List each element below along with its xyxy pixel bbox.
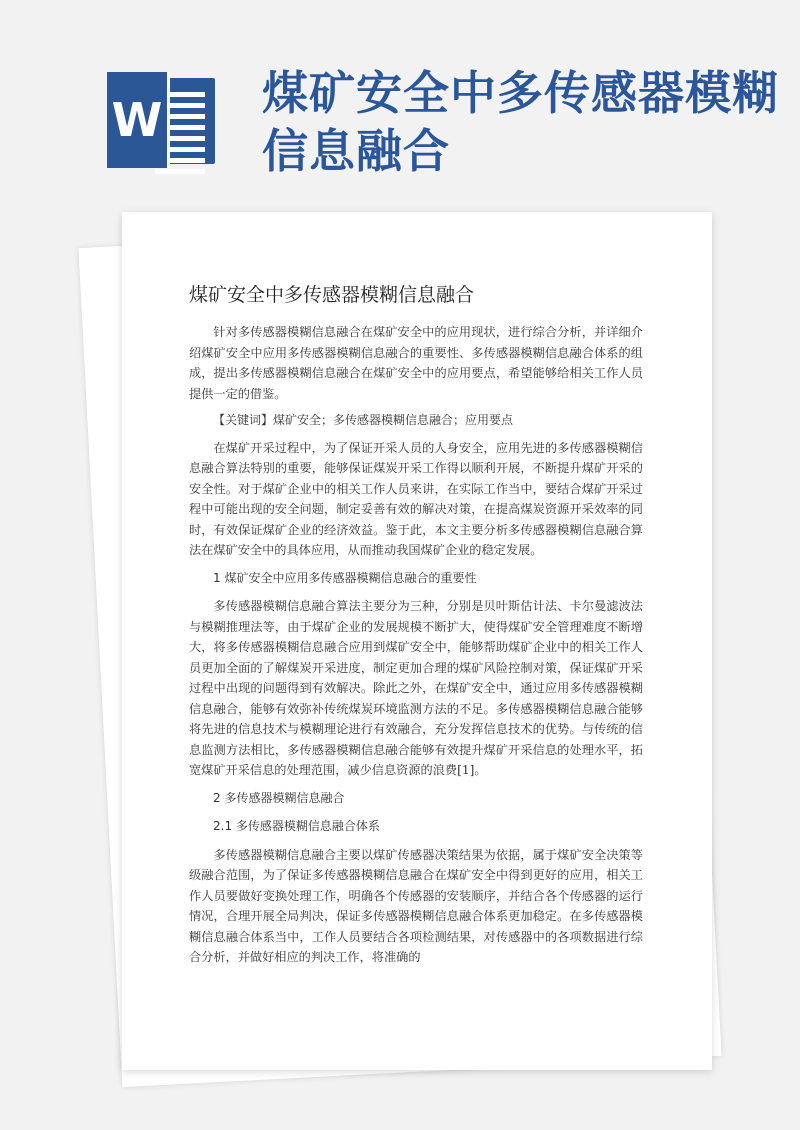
banner-title: 煤矿安全中多传感器模糊信息融合 bbox=[262, 66, 779, 178]
word-document-icon bbox=[107, 72, 219, 168]
intro-paragraph: 在煤矿开采过程中，为了保证开采人员的人身安全，应用先进的多传感器模糊信息融合算法特别的重要，能够保证煤炭开采工作得以顺利开展，不断提升煤矿开采的安全性。对于煤矿企业中的相关工作人员来讲，在实际工作当中，要结合煤矿开采过程中可能出现的安全问题，制定妥善有效的解决对策，在提高煤炭资源开采效率的同时，有效保证煤矿企业的经济效益。鉴于此，本文主要分析多传感器模糊信息融合算法在煤矿安全中的具体应用，从而推动我国煤矿企业的稳定发展。 bbox=[189, 440, 643, 557]
section-2-1-heading: 2.1 多传感器模糊信息融合体系 bbox=[213, 819, 380, 833]
section-1-heading: 1 煤矿安全中应用多传感器模糊信息融合的重要性 bbox=[213, 570, 477, 585]
document-page bbox=[122, 212, 712, 1070]
document-title: 煤矿安全中多传感器模糊信息融合 bbox=[189, 284, 475, 306]
section-1-paragraph: 多传感器模糊信息融合算法主要分为三种，分别是贝叶斯估计法、卡尔曼滤波法与模糊推理法等，由于煤矿企业的发展规模不断扩大，使得煤矿安全管理难度不断增大，将多传感器模糊信息融合应用到煤矿安全中，能够帮助煤矿企业中的相关工作人员更加全面的了解煤炭开采进度，制定更加合理的煤矿风险控制对策，保证煤矿开采过程中出现的问题得到有效解决。除此之外，在煤矿安全中，通过应用多传感器模糊信息融合，能够有效弥补传统煤炭环境监测方法的不足。多传感器模糊信息融合能够将先进的信息技术与模糊理论进行有效融合，充分发挥信息技术的优势。与传统的信息监测方法相比，多传感器模糊信息融合能够有效提升煤矿开采信息的处理水平，拓宽煤矿开采信息的处理范围，减少信息资源的浪费[1]。 bbox=[189, 599, 643, 777]
abstract-paragraph: 针对多传感器模糊信息融合在煤矿安全中的应用现状，进行综合分析，并详细介绍煤矿安全中应用多传感器模糊信息融合的重要性、多传感器模糊信息融合体系的组成，提出多传感器模糊信息融合在煤矿安全中的应用要点，希望能够给相关工作人员提供一定的借鉴。 bbox=[189, 325, 643, 401]
document-content bbox=[189, 322, 643, 974]
keywords-line: 【关键词】煤矿安全；多传感器模糊信息融合；应用要点 bbox=[213, 413, 514, 427]
section-2-heading: 2 多传感器模糊信息融合 bbox=[213, 790, 345, 805]
header-banner bbox=[0, 0, 800, 200]
section-2-1-paragraph: 多传感器模糊信息融合主要以煤矿传感器决策结果为依据，属于煤矿安全决策等级融合范围，为了保证多传感器模糊信息融合在煤矿安全中得到更好的应用，相关工作人员要做好变换处理工作，明确各个传感器的安装顺序，并结合各个传感器的运行情况，合理开展全局判决，保证多传感器模糊信息融合体系更加稳定。在多传感器模糊信息融合体系当中，工作人员要结合各项检测结果，对传感器中的各项数据进行综合分析，并做好相应的判决工作，将准确的 bbox=[189, 847, 643, 964]
word-badge: W bbox=[107, 72, 170, 168]
